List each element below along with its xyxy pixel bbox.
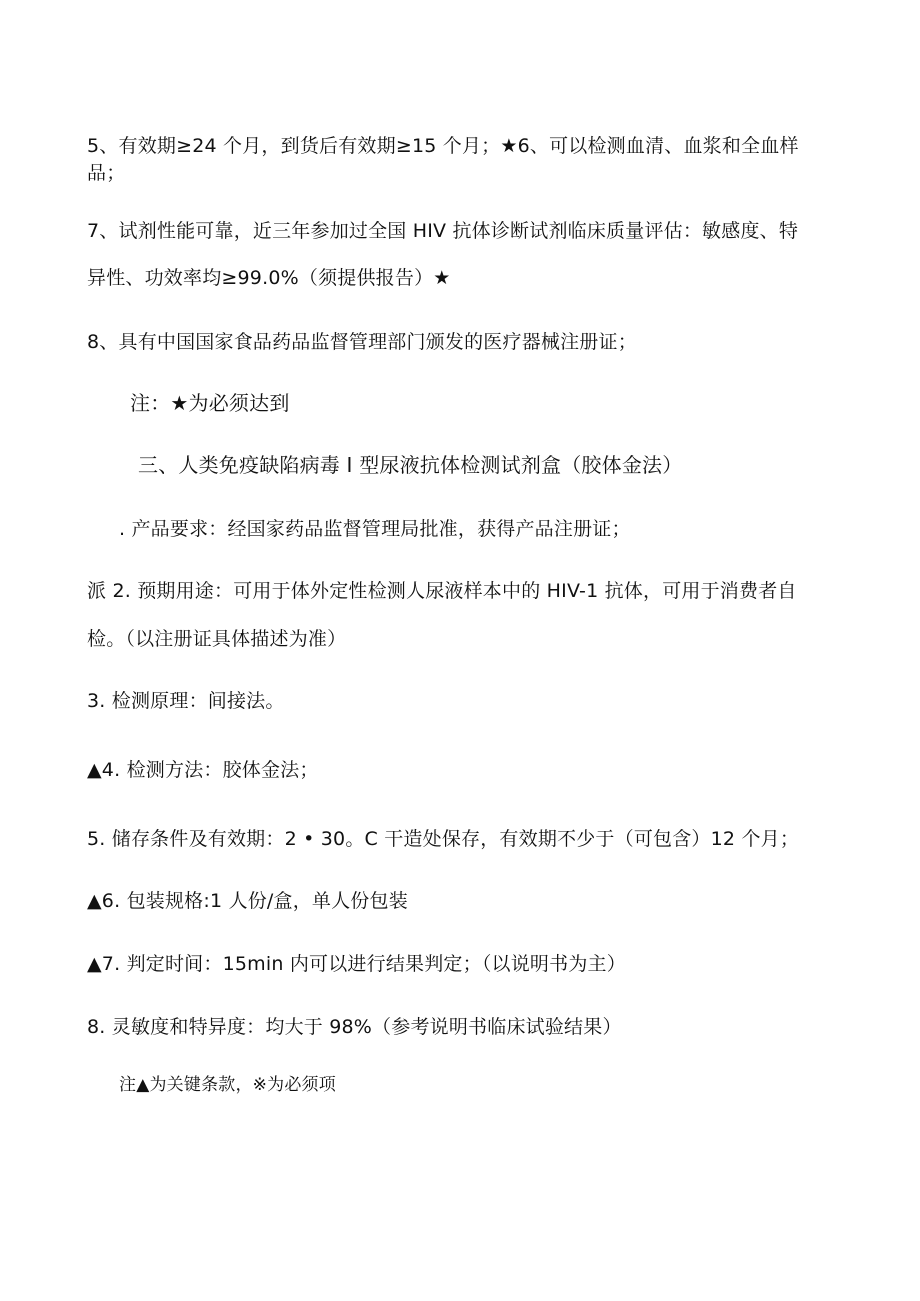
- note-key-clauses: 注▲为关键条款，※为必须项: [119, 1075, 336, 1095]
- item-storage-conditions: 5. 储存条件及有效期：2 • 30。C 干造处保存，有效期不少于（可包含）12 个月；: [87, 828, 800, 850]
- item-product-requirement: . 产品要求：经国家药品监督管理局批准，获得产品注册证；: [119, 518, 631, 540]
- item-sensitivity-specificity: 8. 灵敏度和特异度：均大于 98%（参考说明书临床试验结果）: [87, 1016, 622, 1038]
- item-intended-use-cont: 检。（以注册证具体描述为准）: [87, 628, 347, 650]
- note-star-required: 注：★为必须达到: [130, 391, 290, 415]
- section-heading-three: 三、人类免疫缺陷病毒 Ⅰ 型尿液抗体检测试剂盒（胶体金法）: [138, 453, 683, 477]
- item-package-spec: ▲6. 包装规格:1 人份/盒，单人份包装: [87, 890, 408, 912]
- item-detection-principle: 3. 检测原理：间接法。: [87, 690, 285, 712]
- item-reading-time: ▲7. 判定时间：15min 内可以进行结果判定；（以说明书为主）: [87, 953, 626, 975]
- item-detection-method: ▲4. 检测方法：胶体金法；: [87, 759, 319, 781]
- text-line-performance-cont: 异性、功效率均≥99.0%（须提供报告）★: [87, 267, 451, 289]
- text-line-performance: 7、试剂性能可靠，近三年参加过全国 HIV 抗体诊断试剂临床质量评估：敏感度、特: [87, 220, 799, 242]
- text-line-validity-cont: 品；: [87, 162, 126, 184]
- text-line-validity: 5、有效期≥24 个月，到货后有效期≥15 个月；★6、可以检测血清、血浆和全血样: [87, 135, 799, 157]
- text-line-registration: 8、具有中国国家食品药品监督管理部门颁发的医疗器械注册证；: [87, 331, 637, 353]
- item-intended-use: 派 2. 预期用途：可用于体外定性检测人尿液样本中的 HIV-1 抗体，可用于消费者自: [87, 580, 797, 602]
